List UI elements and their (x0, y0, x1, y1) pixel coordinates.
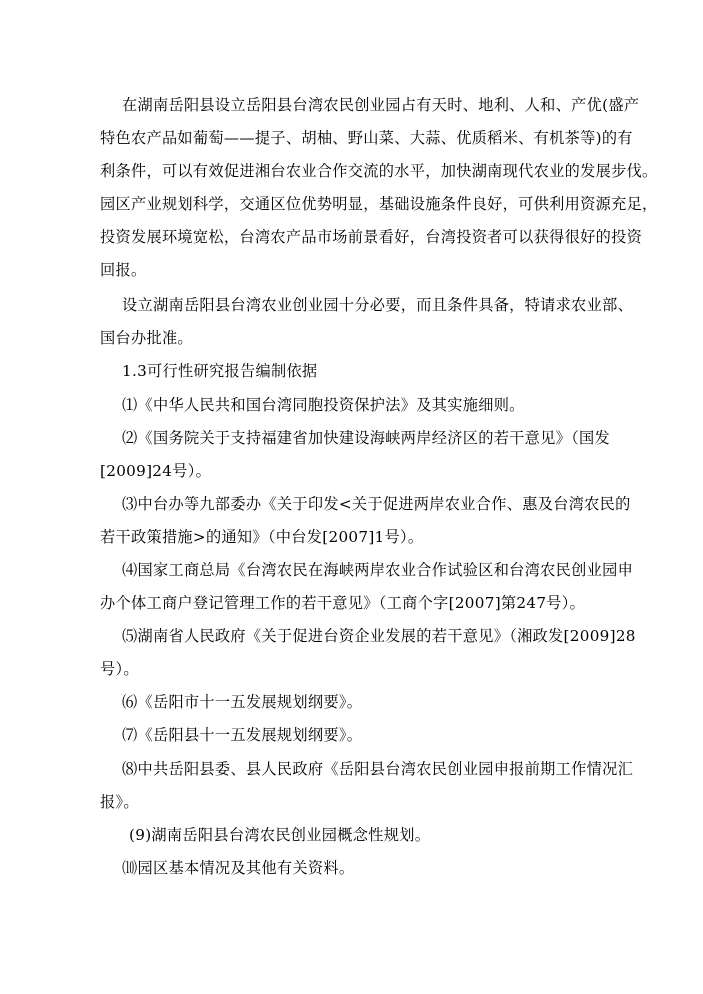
reference-item-continuation: [2009]24号）。 (100, 462, 212, 480)
reference-item: ⑴《中华人民共和国台湾同胞投资保护法》及其实施细则。 (122, 396, 525, 414)
reference-item: ⑷国家工商总局《台湾农民在海峡两岸农业合作试验区和台湾农民创业园申 (122, 561, 634, 579)
paragraph-line: 设立湖南岳阳县台湾农业创业园十分必要，而且条件具备，特请求农业部、 (122, 296, 634, 314)
section-heading: 1.3可行性研究报告编制依据 (122, 362, 318, 380)
paragraph-line: 国台办批准。 (100, 329, 193, 347)
reference-item: ⑻中共岳阳县委、县人民政府《岳阳县台湾农民创业园申报前期工作情况汇 (122, 760, 634, 778)
paragraph-line: 特色农产品如葡萄——提子、胡柚、野山菜、大蒜、优质稻米、有机茶等)的有 (100, 129, 633, 147)
paragraph-line: 利条件，可以有效促进湘台农业合作交流的水平，加快湖南现代农业的发展步伐。 (100, 162, 658, 180)
reference-item: ⑽园区基本情况及其他有关资料。 (122, 859, 355, 877)
reference-item: ⑵《国务院关于支持福建省加快建设海峡两岸经济区的若干意见》（国发 (122, 429, 610, 447)
paragraph-line: 在湖南岳阳县设立岳阳县台湾农民创业园占有天时、地利、人和、产优(盛产 (122, 96, 640, 114)
reference-item: ⑺《岳阳县十一五发展规划纲要》。 (122, 726, 363, 744)
reference-item: (9)湖南岳阳县台湾农民创业园概念性规划。 (129, 826, 431, 844)
reference-item: ⑶中台办等九部委办《关于印发<关于促进两岸农业合作、惠及台湾农民的 (122, 495, 631, 513)
reference-item: ⑸湖南省人民政府《关于促进台资企业发展的若干意见》（湘政发[2009]28 (122, 627, 636, 645)
reference-item-continuation: 办个体工商户登记管理工作的若干意见》（工商个字[2007]第247号）。 (100, 594, 586, 612)
reference-item-continuation: 号）。 (100, 660, 139, 678)
reference-item-continuation: 报》。 (100, 793, 139, 811)
reference-item: ⑹《岳阳市十一五发展规划纲要》。 (122, 693, 363, 711)
paragraph-line: 投资发展环境宽松，台湾农产品市场前景看好，台湾投资者可以获得很好的投资 (100, 228, 643, 246)
reference-item-continuation: 若干政策措施>的通知》（中台发[2007]1号）。 (100, 528, 424, 546)
paragraph-line: 回报。 (100, 261, 147, 279)
paragraph-line: 园区产业规划科学，交通区位优势明显，基础设施条件良好，可供利用资源充足， (100, 195, 658, 213)
